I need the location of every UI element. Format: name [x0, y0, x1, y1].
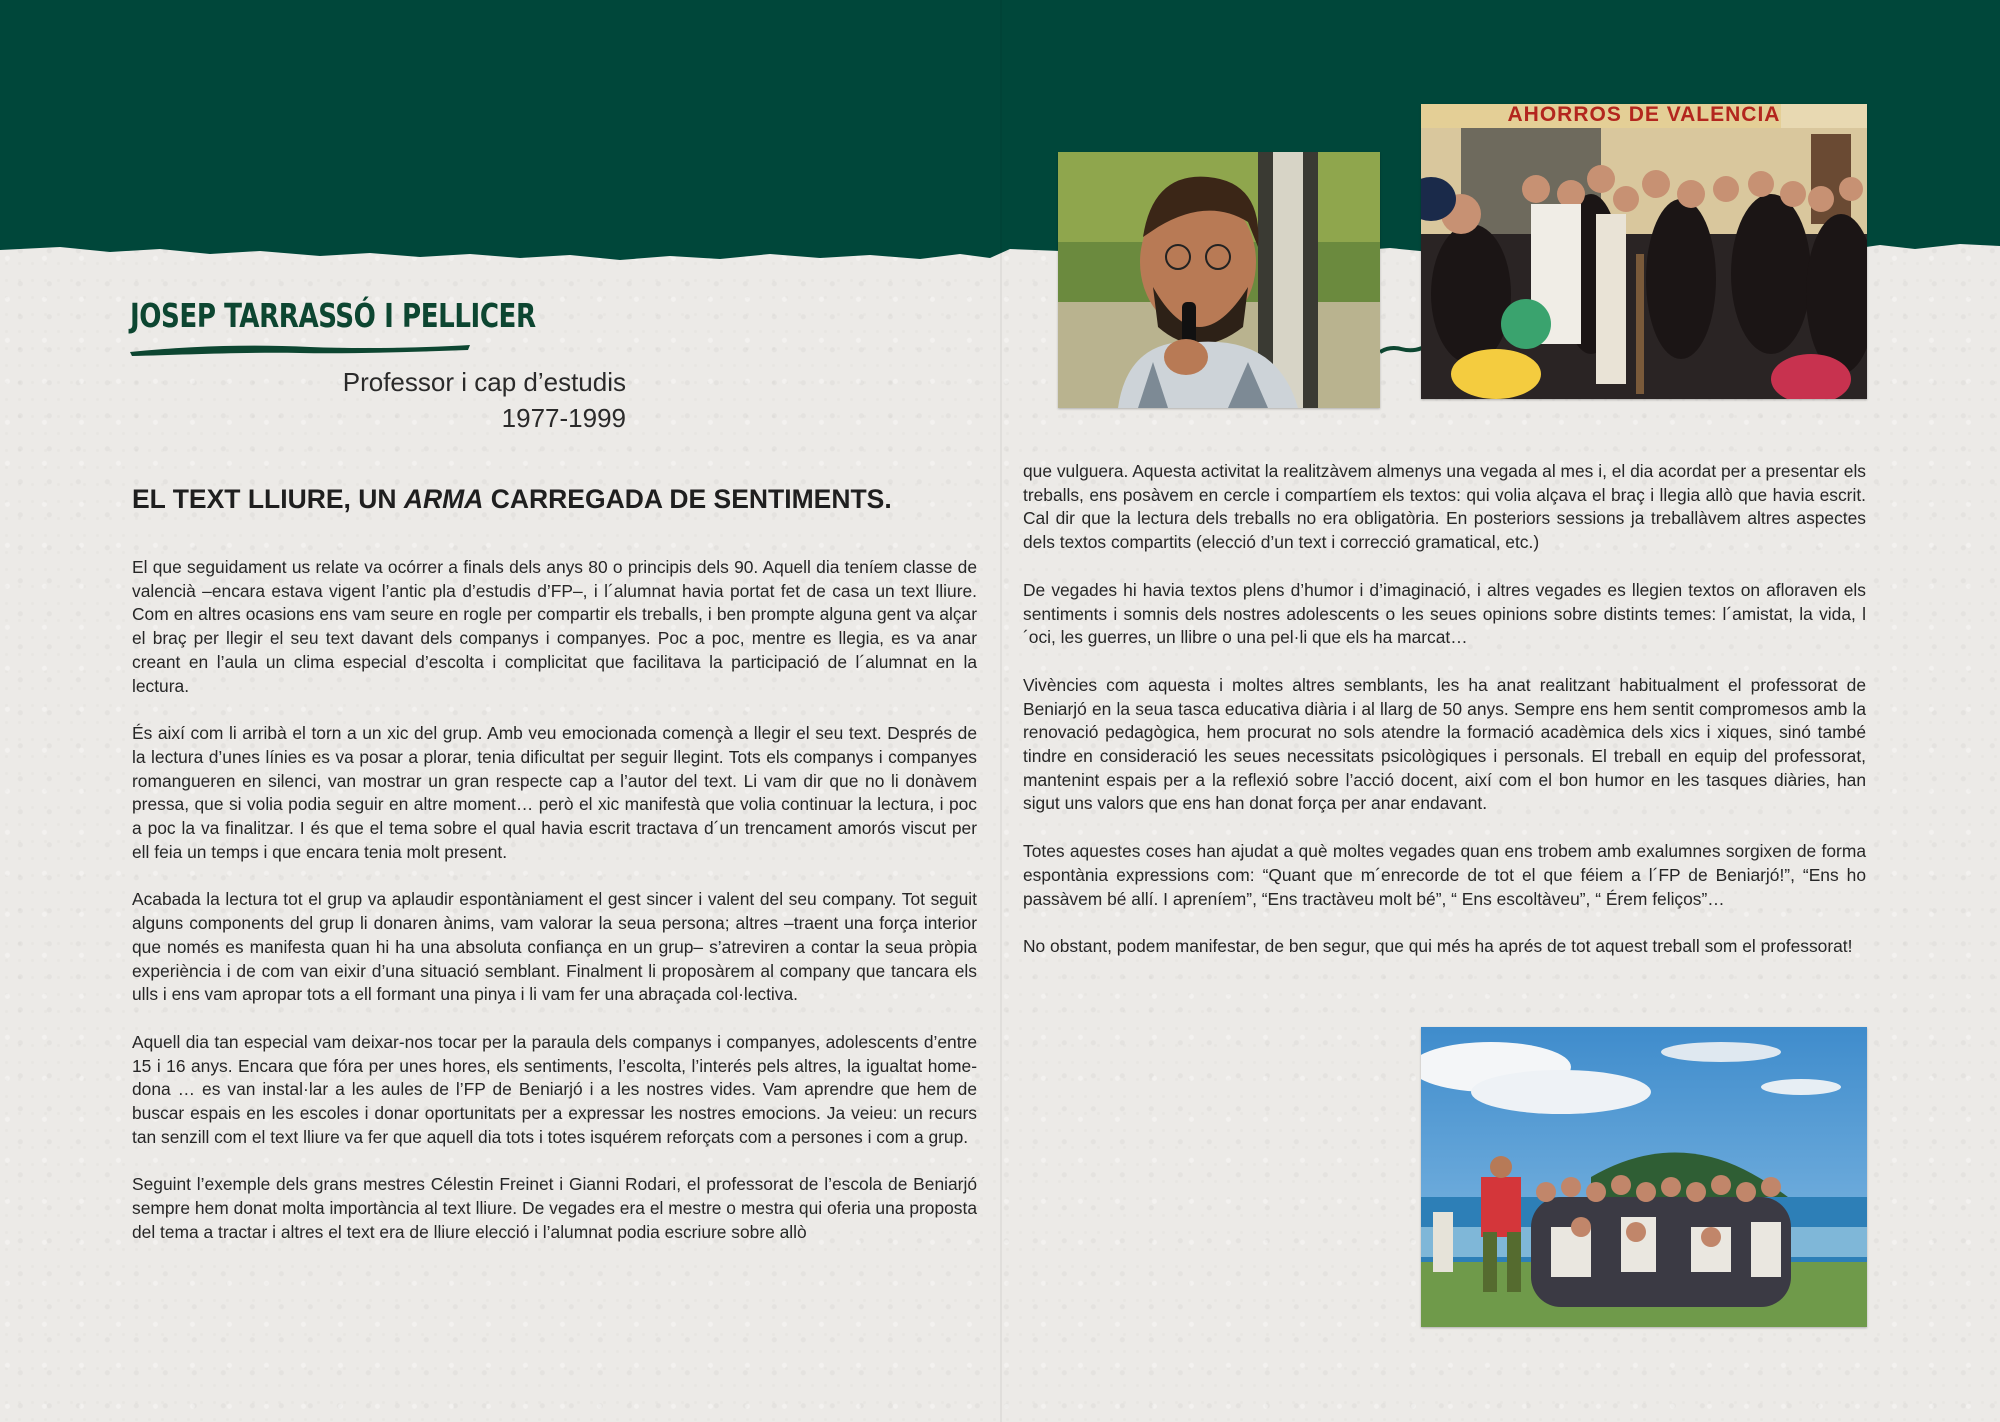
paragraph: que vulguera. Aquesta activitat la realitzàvem almenys una vegada al mes i, el dia acordat per a presentar els treballs, ens posàvem en cercle i compartíem els textos: qui volia alçava el braç i llegia allò que havia escrit. Cal dir que la lectura dels treballs no era obligatòria. En posteriors sessions ja treballàvem altres aspectes dels textos compartits (elecció d’un text i correcció gramatical, etc.) [1023, 461, 1866, 553]
author-years: 1977-1999 [501, 403, 626, 433]
paragraph: No obstant, podem manifestar, de ben segur, que qui més ha aprés de tot aquest treball som el professorat! [1023, 936, 1853, 957]
photo-beach-group [1421, 1027, 1867, 1327]
photo-teacher-microphone [1058, 152, 1380, 408]
page-fold [1000, 0, 1002, 1422]
author-role-block [343, 364, 626, 436]
paragraph: Totes aquestes coses han ajudat a què moltes vegades quan ens trobem amb exalumnes sorgixen de forma espontània expressions com: “Quant que m´enrecorde de tot el que féiem a l´FP de Beniarjó!”, “Ens ho passàvem bé allí. I apreníem”, “Ens tractàveu molt bé”, “ Ens escoltàveu”, “ Érem feliços”… [1023, 841, 1866, 909]
brush-stroke-connector [1380, 340, 1422, 360]
bank-sign: AHORROS DE VALENCIA [1507, 104, 1781, 126]
author-role: Professor i cap d’estudis [342, 367, 626, 397]
right-column-text [1023, 460, 1866, 983]
paragraph: Seguint l’exemple dels grans mestres Célestin Freinet i Gianni Rodari, el professorat de l’escola de Beniarjó sempre hem donat molta importància al text lliure. De vegades era el mestre o mestra qui oferia una proposta del tema a tractar i altres el text era de lliure elecció i l’alumnat podia escriure sobre allò [132, 1174, 977, 1242]
author-name: JOSEP TARRASSÓ I PELLICER [130, 296, 536, 335]
title-emphasis: ARMA [403, 484, 484, 514]
left-column-text [132, 556, 977, 1269]
paragraph: El que seguidament us relate va ocórrer a finals dels anys 80 o principis dels 90. Aquell dia teníem classe de valencià –encara estava vigent l’antic pla d’estudis d’FP–, i l´alumnat havia portat fet de casa un text lliure. Com en altres ocasions ens vam seure en rogle per compartir els treballs, i ben prompte alguna gent va alçar el braç per llegir el seu text davant dels companys i companyes. Poc a poc, mentre es llegia, es va anar creant en l’aula un clima especial d’escolta i complicitat que facilitava la participació de l´alumnat en la lectura. [132, 557, 977, 696]
title-part-1: EL TEXT LLIURE, UN [132, 484, 404, 514]
article-title [132, 484, 892, 515]
paragraph: Aquell dia tan especial vam deixar-nos tocar per la paraula dels companys i companyes, adolescents d’entre 15 i 16 anys. Encara que fóra per unes hores, els sentiments, l’escolta, l’interés pels altres, la igualtat home-dona … es van instal·lar a les aules de l’FP de Beniarjó i a les nostres vides. Vam aprendre que hem de buscar espais en les escoles i donar oportunitats per a expressar les nostres emocions. Ja veieu: un recurs tan senzill com el text lliure va fer que aquell dia tots i totes isquérem reforçats com a persones i com a grup. [132, 1031, 977, 1147]
title-part-2: CARREGADA DE SENTIMENTS. [483, 484, 892, 514]
photo-carnival-group [1421, 104, 1867, 399]
brush-underline [130, 342, 470, 360]
paragraph: Vivències com aquesta i moltes altres semblants, les ha anat realitzant habitualment el professorat de Beniarjó en la seua tasca educativa diària i al llarg de 50 anys. Sempre ens hem sentit compromesos amb la renovació pedagògica, hem procurat no sols atendre la formació acadèmica dels xics i xiques, sinó també tindre en consideració les seues necessitats psicològiques i personals. El treball en equip del professorat, mantenint espais per a la reflexió sobre l’acció docent, així com el bon humor en les tasques diàries, han sigut uns valors que ens han donat força per anar endavant. [1023, 674, 1866, 814]
paragraph: Acabada la lectura tot el grup va aplaudir espontàniament el gest sincer i valent del seu company. Tot seguit alguns components del grup li donaren ànims, vam valorar la seua persona; altres –traent una força interior que només es manifesta quan hi ha una absoluta confiança en un grup– s’atreviren a contar la seua pròpia experiència i de com van eixir d’una situació semblant. Finalment li proposàrem al company que tancara els ulls i ens vam apropar tots a ell formant una pinya i li vam fer una abraçada col·lectiva. [132, 889, 977, 1005]
paragraph: De vegades hi havia textos plens d’humor i d’imaginació, i altres vegades es llegien textos on afloraven els sentiments i somnis dels nostres adolescents o les seues opinions sobre distints temes: l´amistat, la vida, l´oci, les guerres, un llibre o una pel·li que els ha marcat… [1023, 579, 1866, 648]
paragraph: És així com li arribà el torn a un xic del grup. Amb veu emocionada començà a llegir el seu text. Després de la lectura d’unes línies es va posar a plorar, tenia dificultat per seguir llegint. Tots els companys i companyes romangueren en silenci, van mostrar un gran respecte cap a l’autor del text. Li vam dir que no li donàvem pressa, que si volia podia seguir en altre moment… però el xic manifestà que volia continuar la lectura, i poc a poc la va finalitzar. I és que el tema sobre el qual havia escrit tractava d´un trencament amorós viscut per ell feia un temps i que encara tenia molt present. [132, 723, 977, 862]
